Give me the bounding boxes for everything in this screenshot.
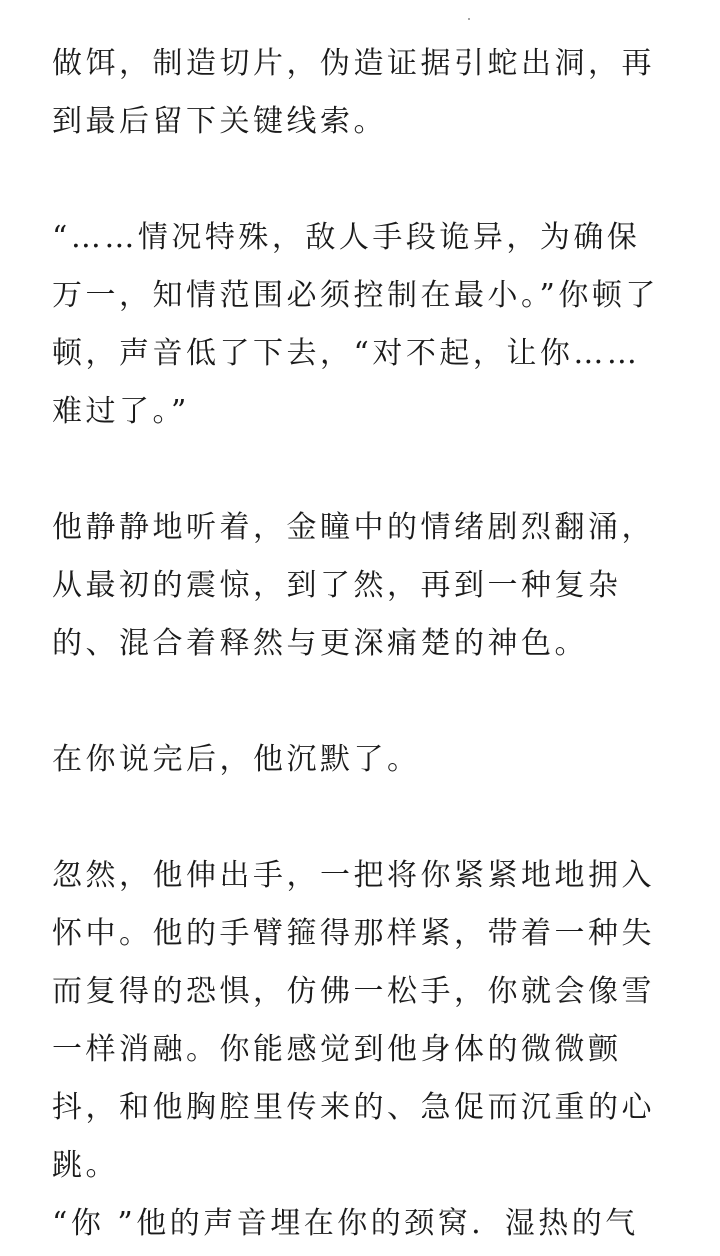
top-dot: [468, 18, 470, 20]
paragraph-5: 忽然，他伸出手，一把将你紧紧地地拥入怀中。他的手臂箍得那样紧，带着一种失而复得的恐惧，仿佛一松手，你就会像雪一样消融。你能感觉到他身体的微微颤抖，和他胸腔里传来的、急促而沉重的心跳。: [52, 858, 655, 1183]
paragraph-2: “……情况特殊，敌人手段诡异，为确保万一，知情范围必须控制在最小。”你顿了顿，声音低了下去，“对不起，让你……难过了。”: [52, 220, 659, 429]
paragraph-6: “你 ”他的声音埋在你的颈窝．湿热的气: [52, 1206, 639, 1241]
paragraph-4: 在你说完后，他沉默了。: [52, 742, 421, 777]
paragraph-1: 做饵，制造切片，伪造证据引蛇出洞，再到最后留下关键线索。: [52, 46, 655, 139]
paragraph-3: 他静静地听着，金瞳中的情绪剧烈翻涌，从最初的震惊，到了然，再到一种复杂的、混合着释然与更深痛楚的神色。: [52, 510, 655, 661]
